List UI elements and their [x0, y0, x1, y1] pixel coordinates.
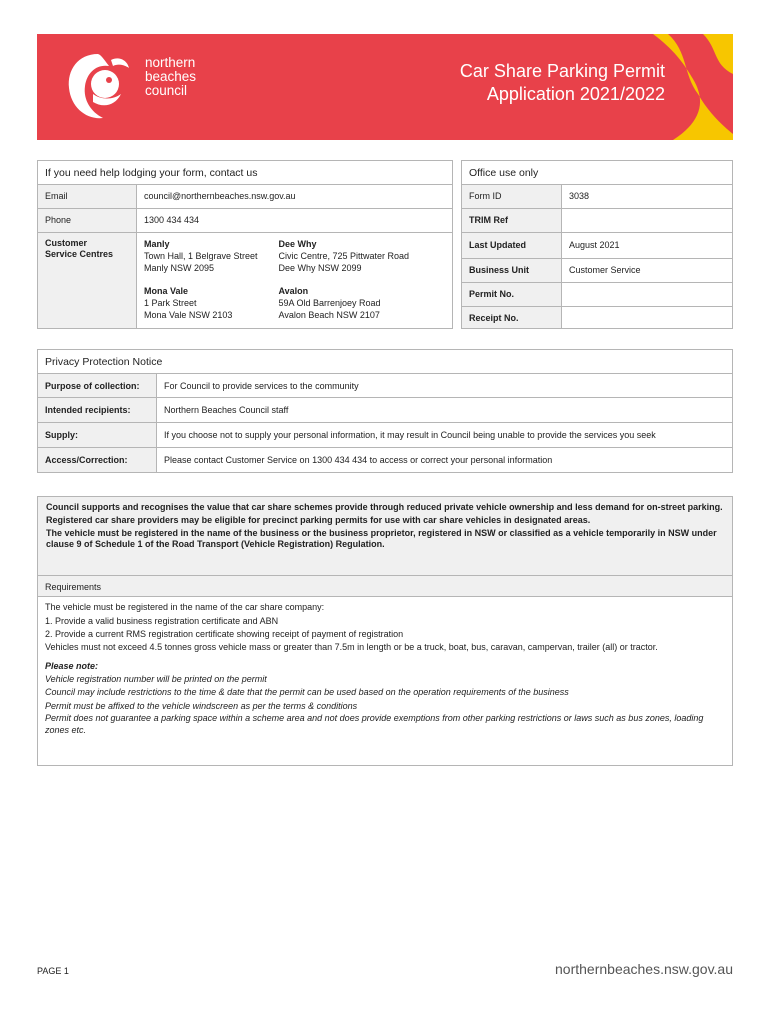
page-number: PAGE 1: [37, 966, 69, 976]
last-updated-value: August 2021: [562, 233, 733, 259]
privacy-heading: Privacy Protection Notice: [38, 350, 733, 374]
centre-address-line: Dee Why NSW 2099: [278, 263, 362, 273]
trim-ref-label: TRIM Ref: [462, 209, 562, 233]
intro-paragraph: Council supports and recognises the value that car share schemes provide through reduced private vehicle ownership and less demand for on-street parking.: [46, 502, 723, 512]
centre-address-line: Manly NSW 2095: [144, 263, 215, 273]
recipients-value: Northern Beaches Council staff: [157, 398, 733, 423]
centre-address-line: Mona Vale NSW 2103: [144, 310, 233, 320]
form-title-line-2: Application 2021/2022: [486, 84, 665, 104]
receipt-no-field[interactable]: [562, 307, 733, 329]
purpose-value: For Council to provide services to the community: [157, 374, 733, 398]
phone-value[interactable]: 1300 434 434: [137, 209, 453, 233]
privacy-notice-table: [37, 349, 733, 473]
purpose-label: Purpose of collection:: [38, 374, 157, 398]
access-label: Access/Correction:: [38, 448, 157, 473]
access-value: Please contact Customer Service on 1300 434 434 to access or correct your personal information: [157, 448, 733, 473]
logo-line-3: council: [145, 83, 188, 98]
business-unit-label: Business Unit: [462, 259, 562, 283]
requirements-heading: Requirements: [38, 576, 732, 597]
note-line: Council may include restrictions to the time & date that the permit can be used based on the operation requirements of the business: [45, 687, 569, 697]
header-banner: [37, 34, 733, 140]
requirements-body: [38, 597, 732, 740]
centres-col-left: [137, 233, 277, 329]
centres-col-right: [277, 233, 453, 329]
requirement-line: 2. Provide a current RMS registration certificate showing receipt of payment of registration: [45, 629, 404, 639]
supply-label: Supply:: [38, 423, 157, 448]
permit-no-field[interactable]: [562, 283, 733, 307]
form-id-label: Form ID: [462, 185, 562, 209]
trim-ref-field[interactable]: [562, 209, 733, 233]
centre-name: Dee Why: [278, 239, 317, 249]
note-line: Permit must be affixed to the vehicle windscreen as per the terms & conditions: [45, 700, 358, 711]
centres-label-line-1: Customer: [45, 238, 88, 248]
logo-wordmark: [145, 56, 196, 98]
form-title: [460, 60, 665, 106]
centres-label: [38, 233, 137, 329]
form-id-value: 3038: [562, 185, 733, 209]
email-value[interactable]: council@northernbeaches.nsw.gov.au: [137, 185, 453, 209]
requirement-line: The vehicle must be registered in the name of the car share company:: [45, 602, 325, 612]
footer-website-link[interactable]: northernbeaches.nsw.gov.au: [555, 961, 733, 977]
logo-line-1: northern: [145, 55, 196, 70]
centre-name: Avalon: [278, 286, 309, 296]
centre-name: Mona Vale: [144, 286, 189, 296]
requirements-box: [37, 496, 733, 766]
office-use-table: [461, 160, 733, 329]
business-unit-value: Customer Service: [562, 259, 733, 283]
note-heading: Please note:: [45, 661, 99, 671]
centre-address-line: 1 Park Street: [144, 298, 197, 308]
centre-address-line: 59A Old Barrenjoey Road: [278, 298, 381, 308]
recipients-label: Intended recipients:: [38, 398, 157, 423]
requirement-line: Vehicles must not exceed 4.5 tonnes gross vehicle mass or greater than 7.5m in length or be a truck, boat, bus, caravan, campervan, trailer (all) or tractor.: [45, 641, 658, 652]
centre-name: Manly: [144, 239, 170, 249]
contact-heading: If you need help lodging your form, contact us: [38, 161, 453, 185]
receipt-no-label: Receipt No.: [462, 307, 562, 329]
logo-line-2: beaches: [145, 69, 197, 84]
council-logo-icon: [63, 50, 133, 124]
office-heading: Office use only: [462, 161, 733, 185]
centre-address-line: Avalon Beach NSW 2107: [278, 310, 380, 320]
centre-address-line: Town Hall, 1 Belgrave Street: [144, 251, 258, 261]
phone-label: Phone: [38, 209, 137, 233]
contact-table: [37, 160, 453, 329]
car-share-intro: [38, 497, 732, 576]
requirement-line: 1. Provide a valid business registration certificate and ABN: [45, 615, 279, 626]
note-line: Permit does not guarantee a parking space within a scheme area and not does provide exemptions from other parking restrictions or laws such as bus zones, loading zones etc.: [45, 713, 704, 735]
intro-paragraph: The vehicle must be registered in the name of the business or the business proprietor, registered in NSW or classified as a vehicle temporarily in NSW under clause 9 of Schedule 1 of the Road Transport (Vehicle Registration) Regulation.: [46, 528, 717, 549]
centres-label-line-2: Service Centres: [45, 249, 114, 259]
supply-value: If you choose not to supply your personal information, it may result in Council being unable to provide the services you seek: [157, 423, 733, 448]
note-line: Vehicle registration number will be printed on the permit: [45, 673, 267, 684]
centre-address-line: Civic Centre, 725 Pittwater Road: [278, 251, 410, 261]
last-updated-label: Last Updated: [462, 233, 562, 259]
form-title-line-1: Car Share Parking Permit: [459, 61, 665, 81]
permit-no-label: Permit No.: [462, 283, 562, 307]
email-label: Email: [38, 185, 137, 209]
intro-paragraph: Registered car share providers may be eligible for precinct parking permits for use with car share vehicles in designated areas.: [46, 515, 591, 525]
